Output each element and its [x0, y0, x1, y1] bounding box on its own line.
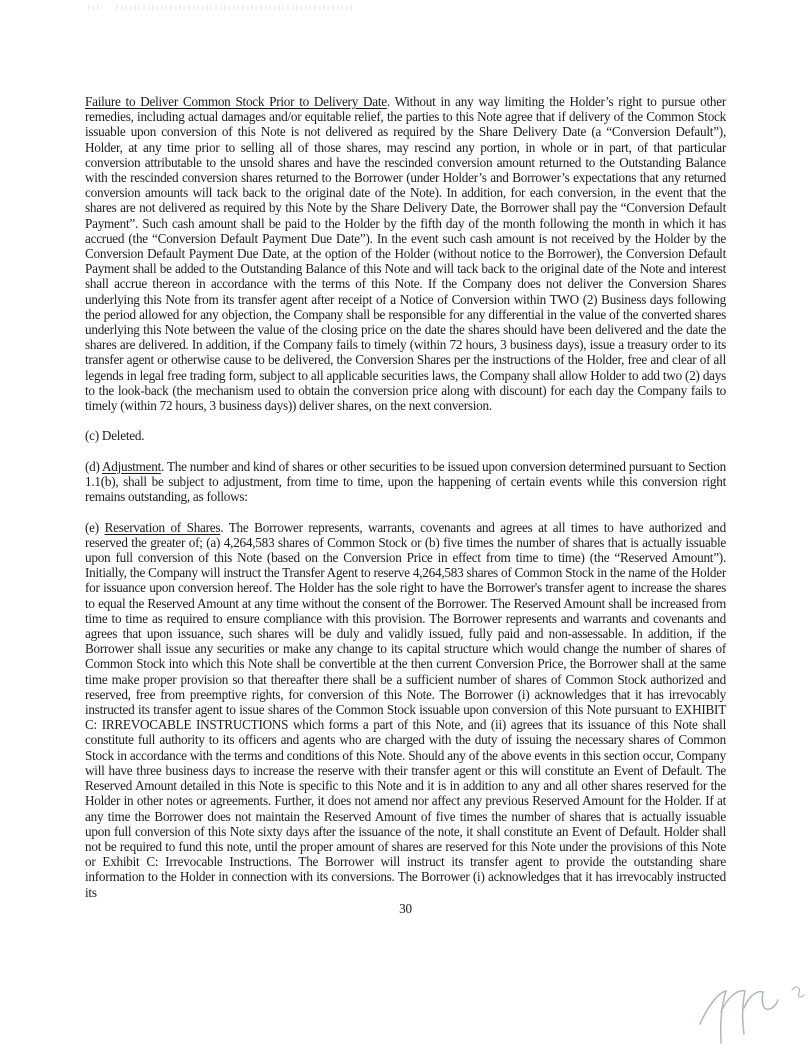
paragraph-lead-underlined: Failure to Deliver Common Stock Prior to Delivery Date: [85, 94, 387, 109]
paragraph-failure-to-deliver: [85, 94, 726, 413]
faint-stamp-segment: [116, 5, 354, 10]
page-number: 30: [399, 900, 412, 916]
paragraph-lead-underlined: Reservation of Shares: [104, 519, 221, 535]
document-body: [85, 94, 726, 916]
paragraph-prefix: (d): [85, 458, 102, 474]
faint-stamp-segment: [88, 5, 102, 10]
handwritten-initials-mark: [692, 984, 807, 1046]
paragraph-d-adjustment: [85, 459, 726, 505]
paragraph-c-deleted: [85, 428, 726, 443]
paragraph-text: . Without in any way limiting the Holder’s right to pursue other remedies, including actual damages and/or equitable relief, the parties to this Note agree that if delivery of the Common Stock issuable upon conversion of this Note is not delivered as required by the Share Delivery Date (a “Conversion Default”), Holder, at any time prior to selling all of those shares, may rescind any portion, in whole or in part, of that particular conversion attributable to the unsold shares and have the rescinded conversion amount returned to the Outstanding Balance with the rescinded conversion shares returned to the Borrower (under Holder’s and Borrower’s expectations that any returned conversion amounts will tack back to the original date of the Note). In addition, for each conversion, in the event that the shares are not delivered as required by this Note by the Share Delivery Date, the Borrower shall pay the “Conversion Default Payment”. Such cash amount shall be paid to the Holder by the fifth day of the month following the month in which it has accrued (the “Conversion Default Payment Due Date”). In the event such cash amount is not received by the Holder by the Conversion Default Payment Due Date, at the option of the Holder (without notice to the Borrower), the Conversion Default Payment shall be added to the Outstanding Balance of this Note and will tack back to the original date of the Note and interest shall accrue thereon in accordance with the terms of this Note. If the Company does not deliver the Conversion Shares underlying this Note from its transfer agent after receipt of a Notice of Conversion within TWO (2) Business days following the period allowed for any objection, the Company shall be responsible for any differential in the value of the converted shares underlying this Note between the value of the closing price on the date the shares should have been delivered and the date the shares are delivered. In addition, if the Company fails to timely (within 72 hours, 3 business days), issue a treasury order to its transfer agent or otherwise cause to be delivered, the Conversion Shares per the instructions of the Holder, free and clear of all legends in legal free trading form, subject to all applicable securities laws, the Company shall allow Holder to add two (2) days to the look-back (the mechanism used to obtain the conversion price along with discount) for each day the Company fails to timely (within 72 hours, 3 business days)) deliver shares, on the next conversion.: [85, 94, 727, 414]
paragraph-e-reservation-of-shares: [85, 520, 726, 900]
paragraph-lead-underlined: Adjustment: [102, 458, 162, 474]
faint-header-stamp: [88, 5, 354, 11]
paragraph-text: . The number and kind of shares or other securities to be issued upon conversion determined pursuant to Section 1.1(b), shall be subject to adjustment, from time to time, upon the happening of certain events while this conversion right remains outstanding, as follows:: [85, 458, 726, 505]
paragraph-text: (c) Deleted.: [85, 428, 145, 444]
paragraph-prefix: (e): [85, 519, 105, 535]
paragraph-text: . The Borrower represents, warrants, covenants and agrees at all times to have authorized and reserved the greater of; (a) 4,264,583 shares of Common Stock or (b) five times the number of shares that is actually issuable upon full conversion of this Note (based on the Conversion Price in effect from time to time) (the “Reserved Amount”). Initially, the Company will instruct the Transfer Agent to reserve 4,264,583 shares of Common Stock in the name of the Holder for issuance upon conversion hereof. The Holder has the sole right to have the Borrower's transfer agent to increase the shares to equal the Reserved Amount at any time without the consent of the Borrower. The Reserved Amount shall be increased from time to time as required to ensure compliance with this provision. The Borrower represents and warrants and covenants and agrees that upon issuance, such shares will be duly and validly issued, fully paid and non-assessable. In addition, if the Borrower shall issue any securities or make any change to its capital structure which would change the number of shares of Common Stock into which this Note shall be convertible at the then current Conversion Price, the Borrower shall at the same time make proper provision so that thereafter there shall be a sufficient number of shares of Common Stock authorized and reserved, free from preemptive rights, for conversion of this Note. The Borrower (i) acknowledges that it has irrevocably instructed its transfer agent to issue shares of the Common Stock issuable upon conversion of this Note pursuant to EXHIBIT C: IRREVOCABLE INSTRUCTIONS which forms a part of this Note, and (ii) agrees that its issuance of this Note shall constitute full authority to its officers and agents who are charged with the duty of issuing the necessary shares of Common Stock in accordance with the terms and conditions of this Note. Should any of the above events in this section occur, Company will have three business days to increase the reserve with their transfer agent or this will constitute an Event of Default. The Reserved Amount detailed in this Note is specific to this Note and it is in addition to any and all other shares reserved for the Holder in other notes or agreements. Further, it does not amend nor affect any previous Reserved Amount for the Holder. If at any time the Borrower does not maintain the Reserved Amount of five times the number of shares that is actually issuable upon full conversion of this Note sixty days after the issuance of the note, it shall constitute an Event of Default. Holder shall not be required to fund this note, until the proper amount of shares are reserved for this Note under the provisions of this Note or Exhibit C: Irrevocable Instructions. The Borrower will instruct its transfer agent to provide the outstanding share information to the Holder in connection with its conversions. The Borrower (i) acknowledges that it has irrevocably instructed its: [85, 519, 726, 900]
